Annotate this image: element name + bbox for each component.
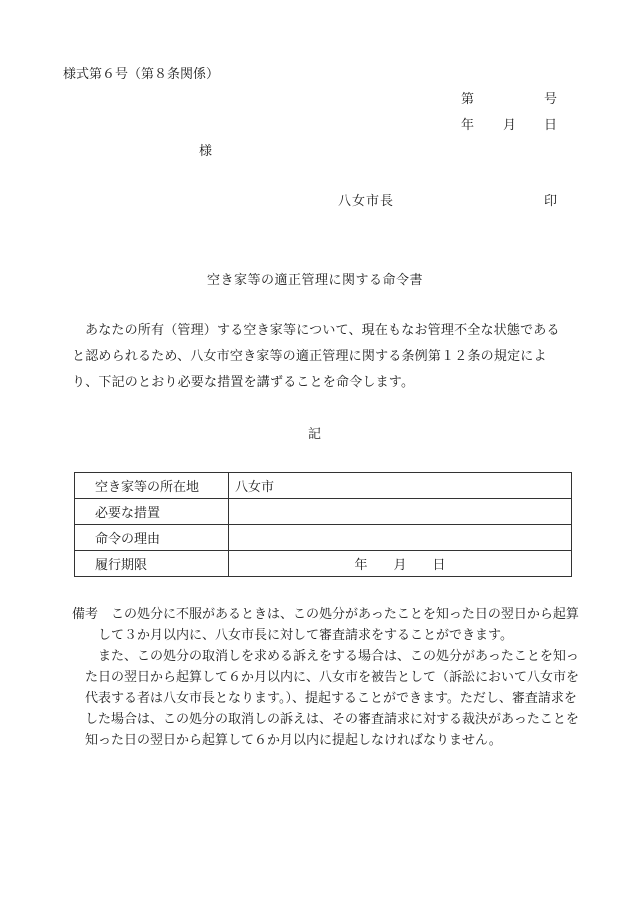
recipient-sama: 様	[199, 144, 213, 159]
table-row	[75, 473, 572, 499]
remarks-section	[72, 604, 582, 751]
table-label: 必要な措置	[75, 499, 229, 525]
table-value: 八女市	[229, 473, 572, 499]
table-label: 命令の理由	[75, 525, 229, 551]
table-value-deadline: 年 月 日	[229, 551, 572, 577]
remarks-text-2: また、この処分の取消しを求める訴えをする場合は、この処分があったことを知った日の翌日から起算して６か月以内に、八女市を被告として（訴訟において八女市を代表する者は八女市長となります。）、提起することができます。ただし、審査請求をした場合は、この処分の取消しの訴えは、その審査請求に対する裁決があったことを知った日の翌日から起算して６か月以内に提起しなければなりません。	[85, 649, 580, 748]
table-value	[229, 525, 572, 551]
remarks-paragraph-1	[72, 604, 582, 646]
date-day: 日	[544, 118, 558, 133]
seal-mark: 印	[544, 194, 558, 209]
table-row	[75, 499, 572, 525]
body-paragraph	[72, 318, 572, 396]
date-month: 月	[503, 118, 517, 133]
body-text: あなたの所有（管理）する空き家等について、現在もなお管理不全な状態であると認められるため、八女市空き家等の適正管理に関する条例第１２条の規定により、下記のとおり必要な措置を講ずることを命令します。	[72, 323, 560, 390]
table-value	[229, 499, 572, 525]
table-row	[75, 525, 572, 551]
remarks-label: 備考	[72, 607, 99, 622]
form-number: 様式第６号（第８条関係）	[63, 67, 220, 82]
doc-number-go: 号	[544, 92, 558, 107]
table-label: 履行期限	[75, 551, 229, 577]
order-details-table	[74, 472, 572, 577]
ki-heading: 記	[308, 427, 322, 442]
table-label: 空き家等の所在地	[75, 473, 229, 499]
remarks-paragraph-2	[72, 646, 582, 751]
date-year: 年	[461, 118, 475, 133]
table-row	[75, 551, 572, 577]
doc-number-dai: 第	[461, 92, 475, 107]
remarks-text-1: この処分に不服があるときは、この処分があったことを知った日の翌日から起算して３か月以内に、八女市長に対して審査請求をすることができます。	[98, 607, 579, 643]
sender-name: 八女市長	[338, 194, 395, 209]
document-title: 空き家等の適正管理に関する命令書	[207, 273, 424, 288]
